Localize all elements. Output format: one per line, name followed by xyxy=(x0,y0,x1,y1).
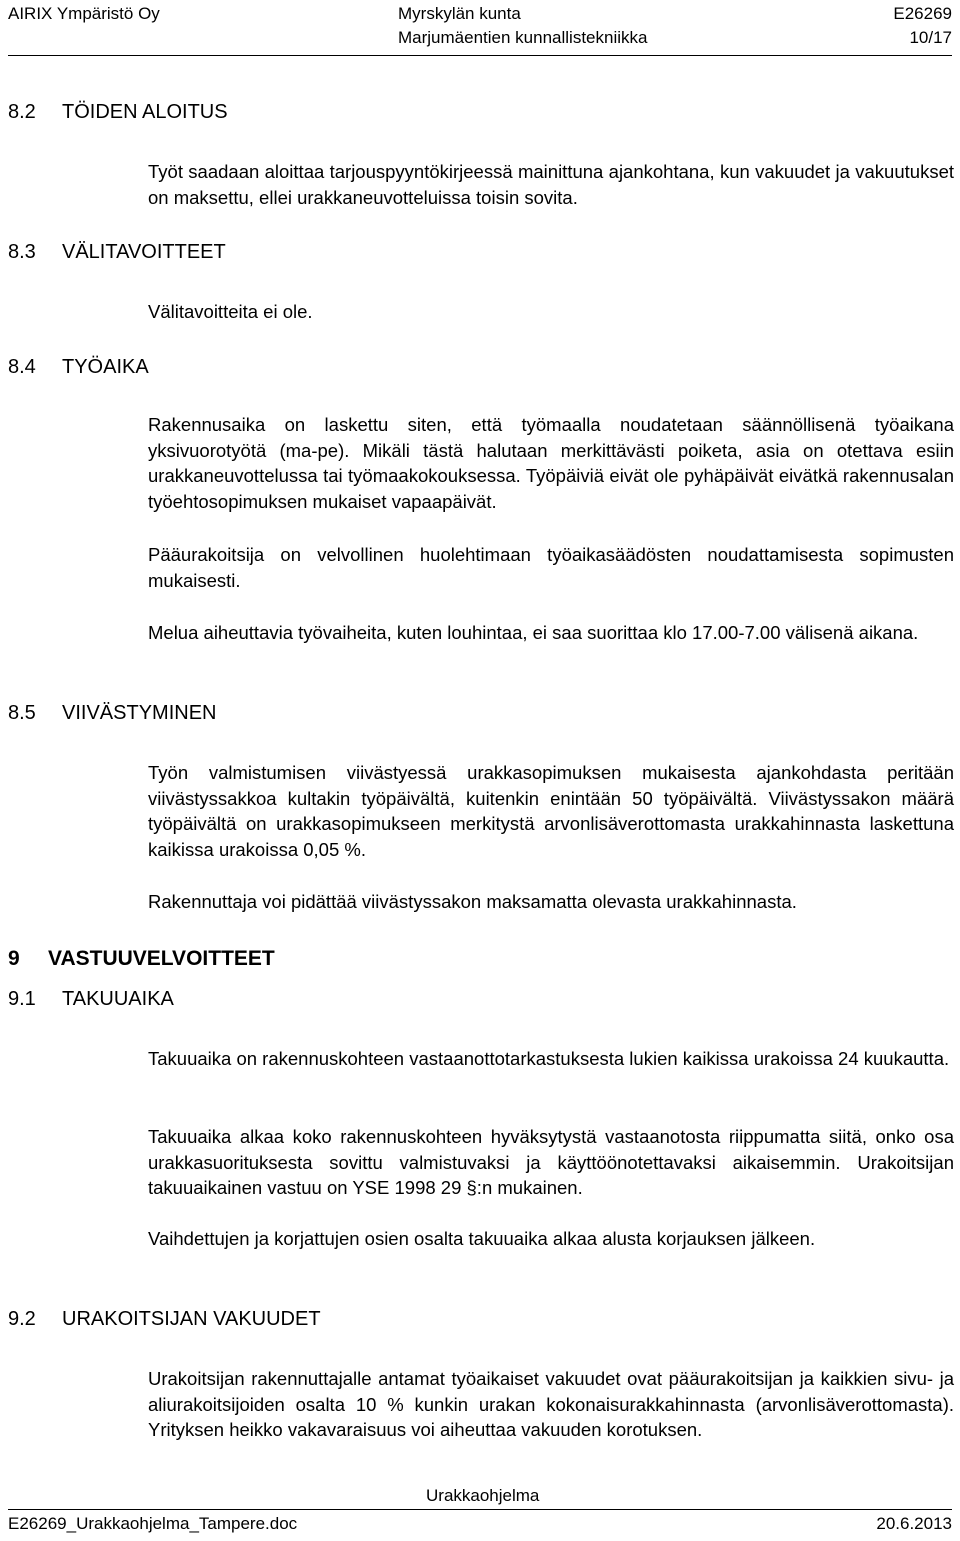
section-8-4-body-1 xyxy=(148,412,954,514)
heading-8-2 xyxy=(8,101,228,124)
paragraph: Pääurakoitsija on velvollinen huolehtimaan työaikasäädösten noudattamisesta sopimusten mukaisesti. xyxy=(148,544,954,591)
section-8-3-body xyxy=(148,299,954,325)
footer-document-type: Urakkaohjelma xyxy=(426,1486,540,1505)
footer-divider xyxy=(8,1509,952,1510)
header-divider xyxy=(8,55,952,56)
section-8-4-body-2 xyxy=(148,542,954,593)
heading-number: 8.5 xyxy=(8,702,36,724)
heading-9 xyxy=(8,947,275,971)
section-9-1-body-1 xyxy=(148,1046,954,1072)
paragraph: Takuuaika on rakennuskohteen vastaanottotarkastuksesta lukien kaikissa urakoissa 24 kuukautta. xyxy=(148,1048,950,1069)
footer-filename: E26269_Urakkaohjelma_Tampere.doc xyxy=(8,1514,298,1533)
section-9-1-body-3 xyxy=(148,1226,954,1252)
heading-9-2 xyxy=(8,1308,321,1331)
heading-title: VIIVÄSTYMINEN xyxy=(62,702,217,724)
heading-number: 9 xyxy=(8,947,20,970)
section-8-5-body-1 xyxy=(148,760,954,862)
heading-title: VÄLITAVOITTEET xyxy=(62,241,226,263)
paragraph: Työt saadaan aloittaa tarjouspyyntökirjeessä mainittuna ajankohtana, kun vakuudet ja vakuutukset on maksettu, ellei urakkaneuvotteluissa toisin sovita. xyxy=(148,161,954,208)
paragraph: Välitavoitteita ei ole. xyxy=(148,301,313,322)
heading-title: TYÖAIKA xyxy=(62,356,149,378)
heading-number: 8.3 xyxy=(8,241,36,263)
heading-title: TÖIDEN ALOITUS xyxy=(62,101,228,123)
paragraph: Vaihdettujen ja korjattujen osien osalta takuuaika alkaa alusta korjauksen jälkeen. xyxy=(148,1228,816,1249)
heading-8-3 xyxy=(8,241,226,264)
paragraph: Melua aiheuttavia työvaiheita, kuten louhintaa, ei saa suorittaa klo 17.00-7.00 välisenä aikana. xyxy=(148,622,919,643)
section-8-4-body-3 xyxy=(148,620,954,646)
heading-number: 8.4 xyxy=(8,356,36,378)
heading-8-4 xyxy=(8,356,149,379)
paragraph: Takuuaika alkaa koko rakennuskohteen hyväksytystä vastaanotosta riippumatta siitä, onko osa urakkasuorituksesta sovittu valmistuvaksi ja käyttöönotettavaksi aikaisemmin. Urakoitsijan takuuaikainen vastuu on YSE 1998 29 §:n mukainen. xyxy=(148,1126,954,1198)
paragraph: Urakoitsijan rakennuttajalle antamat työaikaiset vakuudet ovat pääurakoitsijan ja kaikkien sivu- ja aliurakoitsijoiden osalta 10 % kunkin urakan kokonaisurakkahinnasta (arvonlisäverottomasta). Yrityksen heikko vakavaraisuus voi aiheuttaa vakuuden korotuksen. xyxy=(148,1368,954,1440)
section-8-2-body xyxy=(148,159,954,210)
heading-9-1 xyxy=(8,988,174,1011)
heading-number: 9.2 xyxy=(8,1308,36,1330)
section-9-1-body-2 xyxy=(148,1124,954,1201)
page-header xyxy=(8,4,952,46)
section-9-2-body xyxy=(148,1366,954,1443)
section-8-5-body-2 xyxy=(148,889,954,915)
client-name: Myrskylän kunta xyxy=(398,4,521,23)
footer-date: 20.6.2013 xyxy=(876,1514,952,1533)
project-name: Marjumäentien kunnallistekniikka xyxy=(398,28,648,47)
paragraph: Rakennuttaja voi pidättää viivästyssakon maksamatta olevasta urakkahinnasta. xyxy=(148,891,797,912)
paragraph: Työn valmistumisen viivästyessä urakkasopimuksen mukaisesta ajankohdasta peritään viivästyssakkoa kultakin työpäivältä, kuitenkin enintään 50 työpäivältä. Viivästyssakon määrä työpäivältä on urakkasopimukseen merkitystä arvonlisäverottomasta urakkahinnasta laskettuna kaikissa urakoissa 0,05 %. xyxy=(148,762,954,860)
page-number: 10/17 xyxy=(909,28,952,47)
document-number: E26269 xyxy=(893,4,952,23)
heading-number: 9.1 xyxy=(8,988,36,1010)
heading-8-5 xyxy=(8,702,216,725)
heading-title: URAKOITSIJAN VAKUUDET xyxy=(62,1308,321,1330)
heading-title: TAKUUAIKA xyxy=(62,988,174,1010)
heading-number: 8.2 xyxy=(8,101,36,123)
company-name: AIRIX Ympäristö Oy xyxy=(8,4,160,23)
heading-title: VASTUUVELVOITTEET xyxy=(48,947,275,970)
paragraph: Rakennusaika on laskettu siten, että työmaalla noudatetaan säännöllisenä työaikana yksivuorotyötä (ma-pe). Mikäli tästä halutaan merkittävästi poiketa, asia on otettava esiin urakkaneuvottelussa tai työmaakokouksessa. Työpäiviä eivät ole pyhäpäivät eivätkä rakennusalan työehtosopimuksen mukaiset vapaapäivät. xyxy=(148,414,954,512)
